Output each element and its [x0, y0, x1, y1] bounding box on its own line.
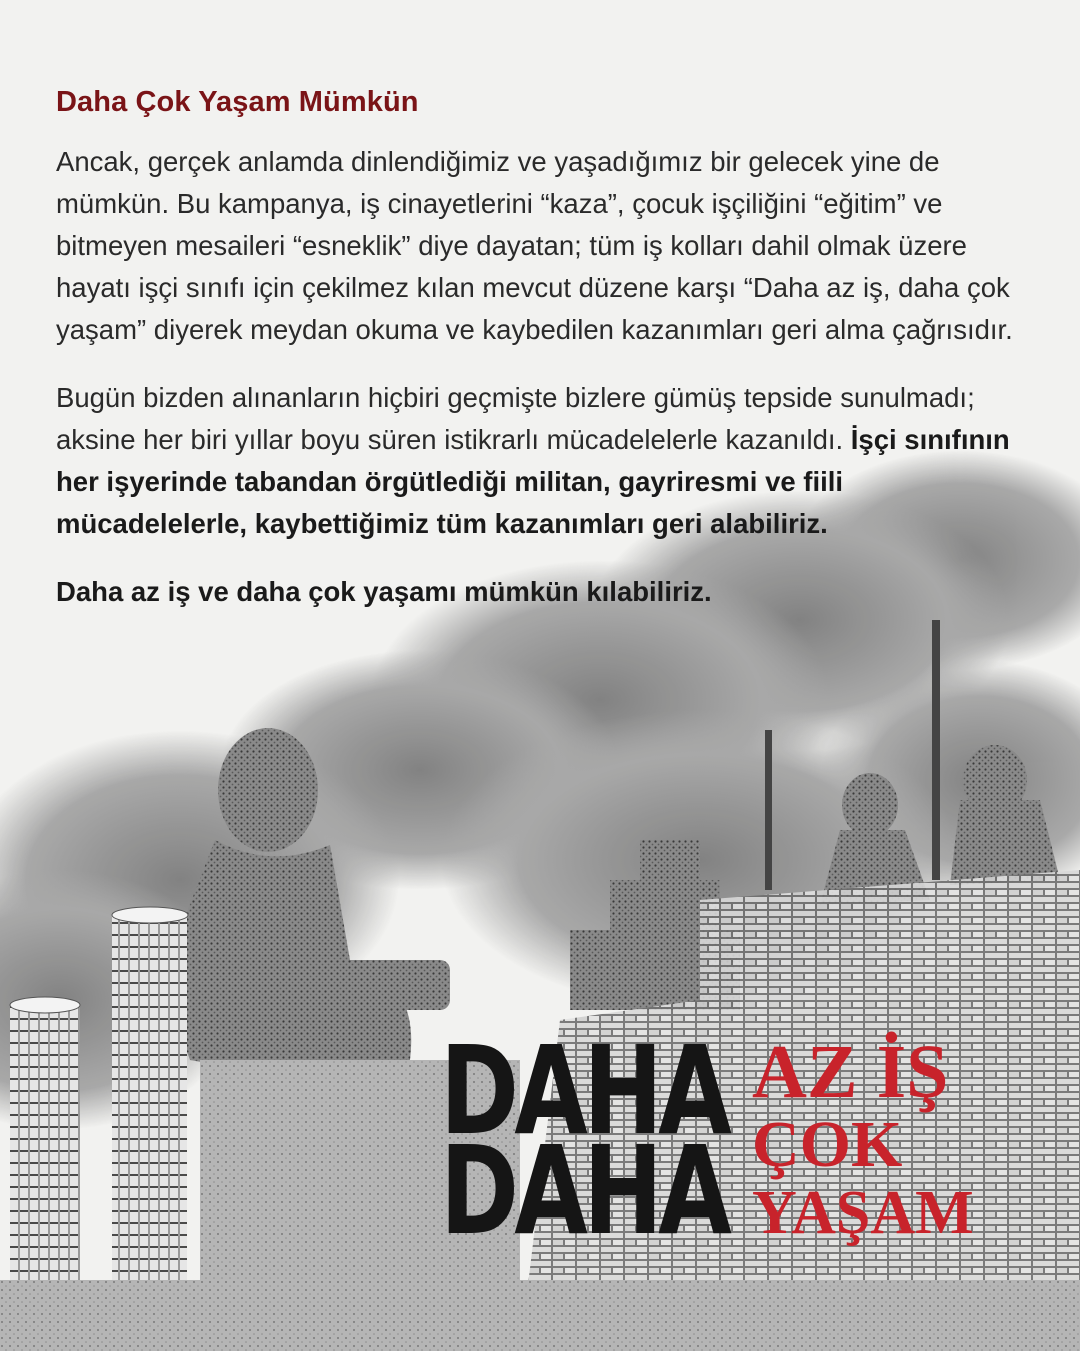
- paragraph-2-bold: İşçi sınıfının her işyerinde tabandan örgütlediği militan, gayriresmi ve fiili mücadelelerle, kaybettiğimiz tüm kazanımları geri alabiliriz.: [56, 424, 1010, 539]
- logo-daha-top: DAHA: [440, 1020, 728, 1162]
- logo-daha-bottom: DAHA: [440, 1120, 728, 1262]
- paragraph-2: [56, 377, 1036, 545]
- paragraph-1: Ancak, gerçek anlamda dinlendiğimiz ve yaşadığımız bir gelecek yine de mümkün. Bu kampanya, iş cinayetlerini “kaza”, çocuk işçiliğini “eğitim” ve bitmeyen mesaileri “esneklik” diye dayatan; tüm iş kolları dahil olmak üzere hayatı işçi sınıfı için çekilmez kılan mevcut düzene karşı “Daha az iş, daha çok yaşam” diyerek meydan okuma ve kaybedilen kazanımları geri alma çağrısıdır.: [56, 146, 1013, 345]
- closing-statement: Daha az iş ve daha çok yaşamı mümkün kılabiliriz.: [56, 576, 712, 607]
- logo-yasam: YAŞAM: [752, 1179, 974, 1247]
- article-body: [56, 86, 1036, 613]
- campaign-logo: [440, 1020, 1040, 1262]
- logo-az-is: AZ İŞ: [752, 1030, 949, 1114]
- section-heading: Daha Çok Yaşam Mümkün: [56, 86, 419, 118]
- paragraph-2-normal: Bugün bizden alınanların hiçbiri geçmişte bizlere gümüş tepside sunulmadı; aksine her biri yıllar boyu süren istikrarlı mücadelelerle kazanıldı.: [56, 382, 975, 455]
- logo-cok: ÇOK: [752, 1108, 903, 1181]
